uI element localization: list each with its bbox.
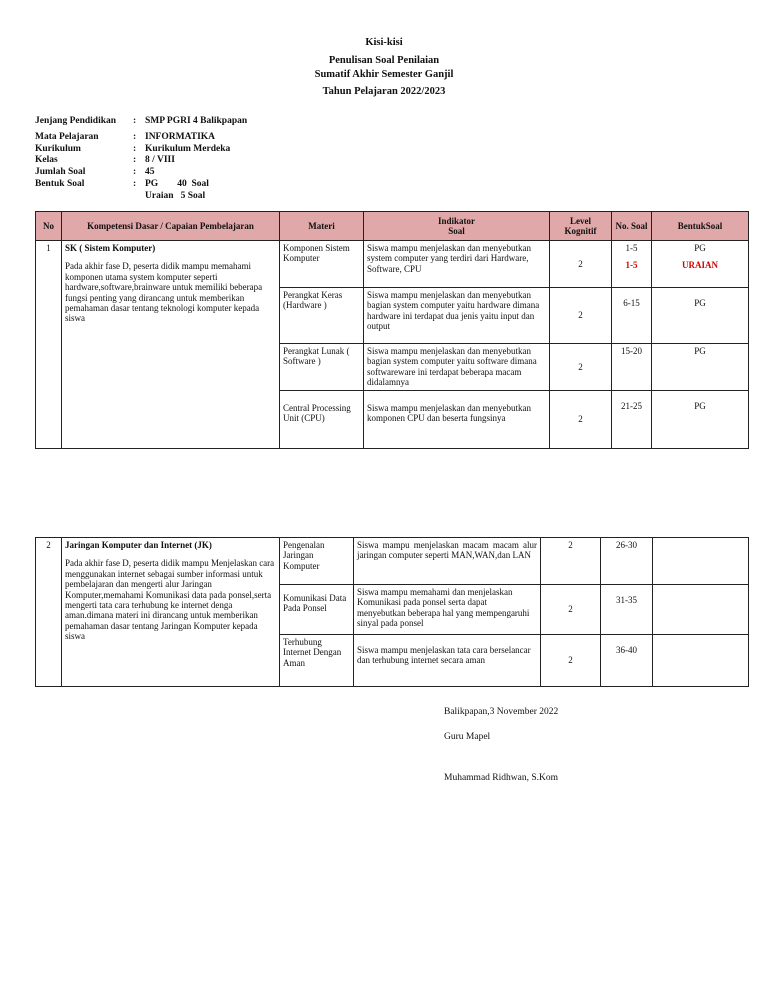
kisi-table-2 bbox=[35, 537, 749, 687]
indikator-cell: Siswa mampu memahami dan menjelaskan Komunikasi pada ponsel serta dapat menyebutkan beberapa hal yang mempengaruhi sinyal pada ponsel bbox=[354, 585, 541, 635]
indikator-cell: Siswa mampu menjelaskan dan menyebutkan bagian system computer yaitu hardware dimana hardware ini terdapat dua jenis yaitu input dan output bbox=[364, 288, 550, 344]
info-value: SMP PGRI 4 Balikpapan bbox=[145, 116, 248, 126]
materi-cell: Komponen Sistem Komputer bbox=[280, 241, 364, 288]
info-label: Bentuk Soal bbox=[35, 178, 85, 189]
bentuk-cell bbox=[653, 585, 749, 635]
materi-cell: Komunikasi Data Pada Ponsel bbox=[280, 585, 354, 635]
indikator-cell: Siswa mampu menjelaskan dan menyebutkan system computer yang terdiri dari Hardware, Software, CPU bbox=[364, 241, 550, 288]
indikator-cell: Siswa mampu menjelaskan dan menyebutkan bagian system computer yaitu software dimana softwareware ini terdapat beberapa macam didalamnya bbox=[364, 344, 550, 391]
header-materi: Materi bbox=[280, 212, 364, 241]
info-colon: : bbox=[133, 155, 137, 166]
nosoal-cell: 15-20 bbox=[612, 344, 652, 391]
header-nosoal: No. Soal bbox=[612, 212, 652, 241]
header-level bbox=[550, 212, 612, 241]
info-colon: : bbox=[133, 143, 137, 154]
nosoal-cell: 26-30 bbox=[601, 538, 653, 585]
nosoal-cell: 21-25 bbox=[612, 391, 652, 449]
bentuk-pg: PG bbox=[694, 243, 706, 253]
level-cell: 2 bbox=[550, 241, 612, 288]
level-cell: 2 bbox=[541, 635, 601, 687]
info-label: Jumlah Soal bbox=[35, 167, 86, 178]
info-colon: : bbox=[133, 178, 137, 189]
materi-cell: Terhubung Internet Dengan Aman bbox=[280, 635, 354, 687]
level-cell: 2 bbox=[541, 585, 601, 635]
signature-role: Guru Mapel bbox=[444, 732, 491, 742]
info-label: Mata Pelajaran bbox=[35, 131, 99, 142]
info-colon: : bbox=[133, 131, 137, 142]
kd-cell bbox=[62, 538, 280, 687]
doc-subtitle-2: Sumatif Akhir Semester Ganjil bbox=[314, 69, 454, 80]
header-level-line1: Level bbox=[570, 215, 591, 226]
info-value: 45 bbox=[145, 167, 155, 178]
nosoal-cell: 6-15 bbox=[612, 288, 652, 344]
indikator-cell: Siswa mampu menjelaskan macam macam alur jaringan computer seperti MAN,WAN,dan LAN bbox=[354, 538, 541, 585]
info-label: Kelas bbox=[35, 155, 58, 166]
level-cell: 2 bbox=[550, 391, 612, 449]
header-kd: Kompetensi Dasar / Capaian Pembelajaran bbox=[62, 212, 280, 241]
kisi-table-1 bbox=[35, 211, 749, 449]
kd-title: Jaringan Komputer dan Internet (JK) bbox=[65, 540, 212, 550]
row-no: 1 bbox=[36, 241, 62, 449]
materi-cell: Perangkat Lunak ( Software ) bbox=[280, 344, 364, 391]
materi-cell: Pengenalan Jaringan Komputer bbox=[280, 538, 354, 585]
doc-subtitle-3: Tahun Pelajaran 2022/2023 bbox=[322, 86, 446, 97]
doc-subtitle-1: Penulisan Soal Penilaian bbox=[328, 55, 440, 66]
materi-cell: Central Processing Unit (CPU) bbox=[280, 391, 364, 449]
info-value: 8 / VIII bbox=[145, 155, 175, 166]
nosoal-uraian: 1-5 bbox=[625, 260, 638, 271]
indikator-cell: Siswa mampu menjelaskan tata cara berselancar dan terhubung internet secara aman bbox=[354, 635, 541, 687]
nosoal-cell bbox=[612, 241, 652, 288]
header-level-line2: Kognitif bbox=[564, 226, 597, 236]
info-value: INFORMATIKA bbox=[145, 131, 216, 142]
table-row bbox=[36, 241, 749, 288]
info-label: Jenjang Pendidikan bbox=[35, 116, 117, 126]
bentuk-uraian: URAIAN bbox=[682, 260, 718, 271]
kd-description: Pada akhir fase D, peserta didik mampu memahami komponen utama system komputer seperti hardware,software,brainware untuk memiliki beberapa fungsi penting yang dirancang untuk memberikan pemahaman dasar tentang teknologi komputer kepada siswa bbox=[65, 261, 263, 324]
header-bentuk: BentukSoal bbox=[652, 212, 749, 241]
table-row bbox=[36, 538, 749, 585]
nosoal-pg: 1-5 bbox=[625, 243, 638, 253]
info-value-uraian: Uraian 5 Soal bbox=[145, 190, 206, 201]
materi-cell: Perangkat Keras (Hardware ) bbox=[280, 288, 364, 344]
bentuk-cell: PG bbox=[652, 344, 749, 391]
nosoal-cell: 36-40 bbox=[601, 635, 653, 687]
signature-place-date: Balikpapan,3 November 2022 bbox=[444, 707, 559, 717]
indikator-cell: Siswa mampu menjelaskan dan menyebutkan komponen CPU dan beserta fungsinya bbox=[364, 391, 550, 449]
bentuk-cell: PG bbox=[652, 391, 749, 449]
bentuk-cell: PG bbox=[652, 288, 749, 344]
doc-title: Kisi-kisi bbox=[365, 37, 403, 48]
level-cell: 2 bbox=[550, 344, 612, 391]
header-indikator-line2: Soal bbox=[448, 226, 465, 236]
row-no: 2 bbox=[36, 538, 62, 687]
bentuk-cell bbox=[652, 241, 749, 288]
kd-description: Pada akhir fase D, peserta didik mampu Menjelaskan cara menggunakan internet sebagai sumber informasi untuk pembelajaran dan mengerti alur Jaringan Komputer,memahami Komunikasi data pada ponsel,serta mengerti tata cara terhubung ke internet denga aman.dimana materi ini dirancang untuk memberikan pemahaman dasar tentang Jaringan Komputer kepada siswa bbox=[65, 558, 275, 642]
info-value: PG 40 Soal bbox=[145, 178, 209, 189]
level-cell: 2 bbox=[541, 538, 601, 585]
signature-name: Muhammad Ridhwan, S.Kom bbox=[444, 773, 558, 783]
level-cell: 2 bbox=[550, 288, 612, 344]
kd-title: SK ( Sistem Komputer) bbox=[65, 243, 156, 253]
info-colon: : bbox=[133, 167, 137, 178]
info-value: Kurikulum Merdeka bbox=[145, 143, 231, 154]
header-indikator bbox=[364, 212, 550, 241]
header-indikator-line1: Indikator bbox=[437, 215, 475, 226]
table-header-row bbox=[36, 212, 749, 241]
bentuk-cell bbox=[653, 538, 749, 585]
info-label: Kurikulum bbox=[35, 143, 81, 154]
info-colon: : bbox=[133, 116, 137, 126]
nosoal-cell: 31-35 bbox=[601, 585, 653, 635]
kd-cell bbox=[62, 241, 280, 449]
header-no: No bbox=[36, 212, 62, 241]
bentuk-cell bbox=[653, 635, 749, 687]
